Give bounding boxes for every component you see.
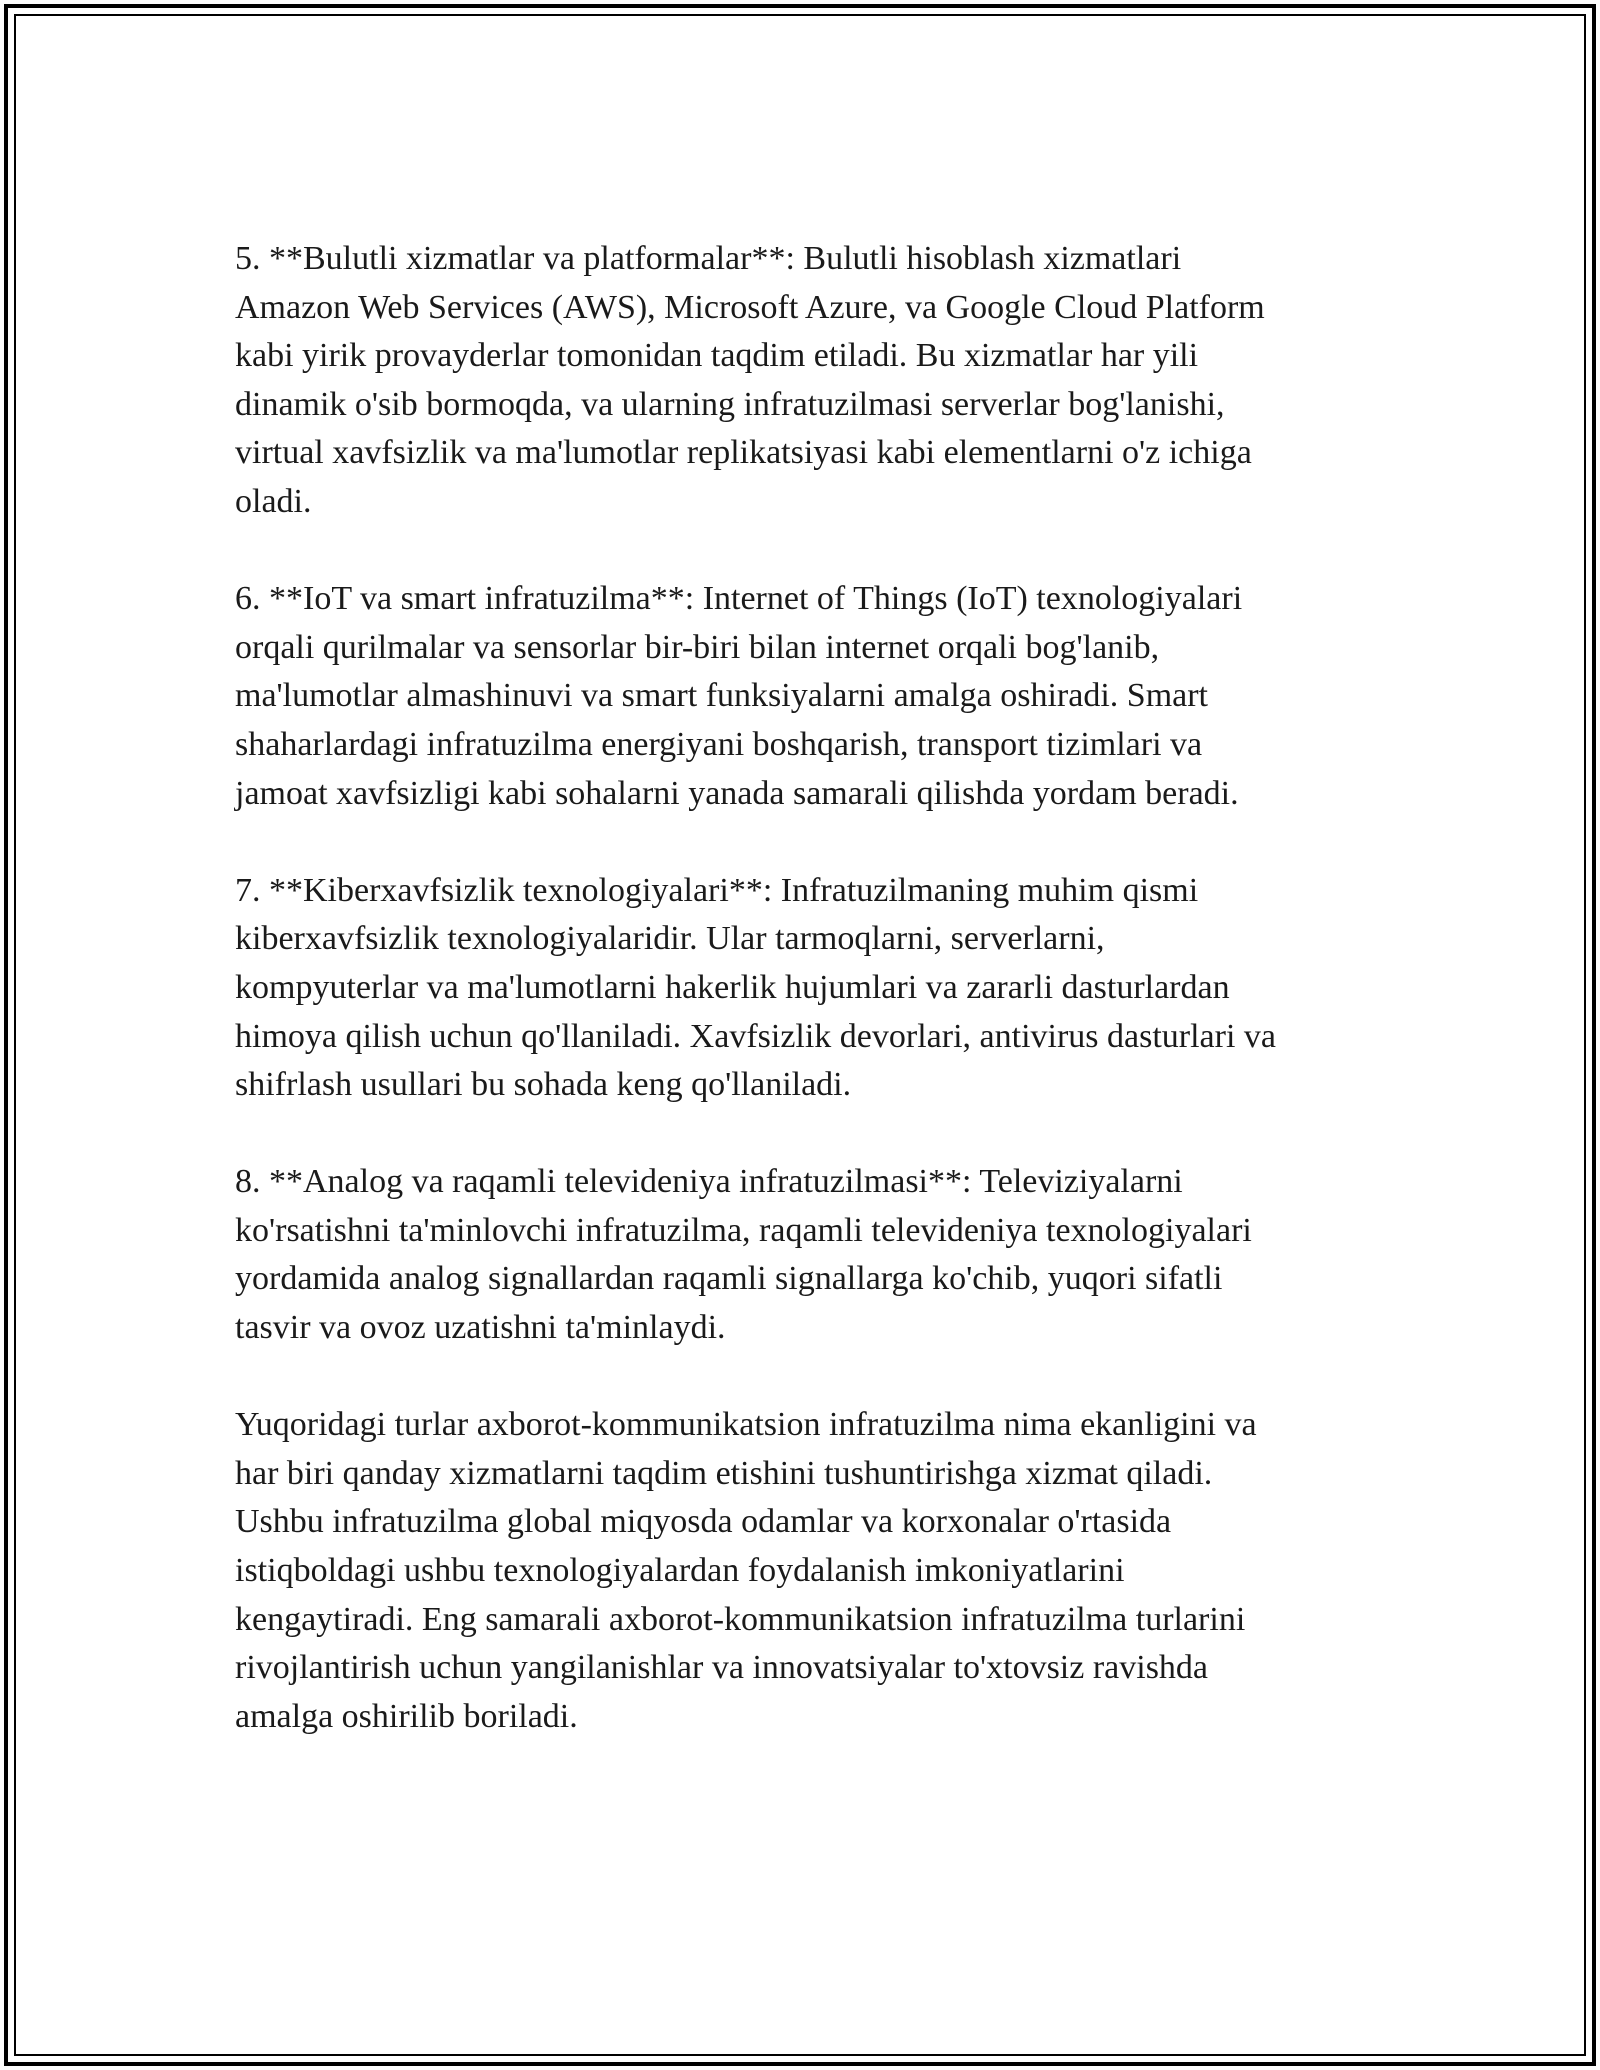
paragraph-cybersecurity: 7. **Kiberxavfsizlik texnologiyalari**: Infratuzilmaning muhim qismi kiberxavfsizlik texnologiyalaridir. Ular tarmoqlarni, serverlarni, kompyuterlar va ma'lumotlarni hakerlik hujumlari va zararli dasturlardan himoya qilish uchun qo'llaniladi. Xavfsizlik devorlari, antivirus dasturlari va shifrlash usullari bu sohada keng qo'llaniladi.	[235, 871, 1277, 1104]
paragraph-television-infrastructure: 8. **Analog va raqamli televideniya infratuzilmasi**: Televiziyalarni ko'rsatishni ta'minlovchi infratuzilma, raqamli televideniya texnologiyalari yordamida analog signallardan raqamli signallarga ko'chib, yuqori sifatli tasvir va ovoz uzatishni ta'minlaydi.	[235, 1163, 1252, 1347]
paragraph-cloud-services: 5. **Bulutli xizmatlar va platformalar**: Bulutli hisoblash xizmatlari Amazon Web Services (AWS), Microsoft Azure, va Google Cloud Platform kabi yirik provayderlar tomonidan taqdim etiladi. Bu xizmatlar har yili dinamik o'sib bormoqda, va ularning infratuzilmasi serverlar bog'lanishi, virtual xavfsizlik va ma'lumotlar replikatsiyasi kabi elementlarni o'z ichiga oladi.	[235, 240, 1265, 520]
paragraph-conclusion: Yuqoridagi turlar axborot-kommunikatsion infratuzilma nima ekanligini va har biri qanday xizmatlarni taqdim etishini tushuntirishga xizmat qiladi. Ushbu infratuzilma global miqyosda odamlar va korxonalar o'rtasida istiqboldagi ushbu texnologiyalardan foydalanish imkoniyatlarini kengaytiradi. Eng samarali axborot-kommunikatsion infratuzilma turlarini rivojlantirish uchun yangilanishlar va innovatsiyalar to'xtovsiz ravishda amalga oshirilib boriladi.	[235, 1406, 1257, 1735]
paragraph-iot-infrastructure: 6. **IoT va smart infratuzilma**: Internet of Things (IoT) texnologiyalari orqali qurilmalar va sensorlar bir-biri bilan internet orqali bog'lanib, ma'lumotlar almashinuvi va smart funksiyalarni amalga oshiradi. Smart shaharlardagi infratuzilma energiyani boshqarish, transport tizimlari va jamoat xavfsizligi kabi sohalarni yanada samarali qilishda yordam beradi.	[235, 580, 1243, 812]
document-body	[235, 235, 1375, 1790]
